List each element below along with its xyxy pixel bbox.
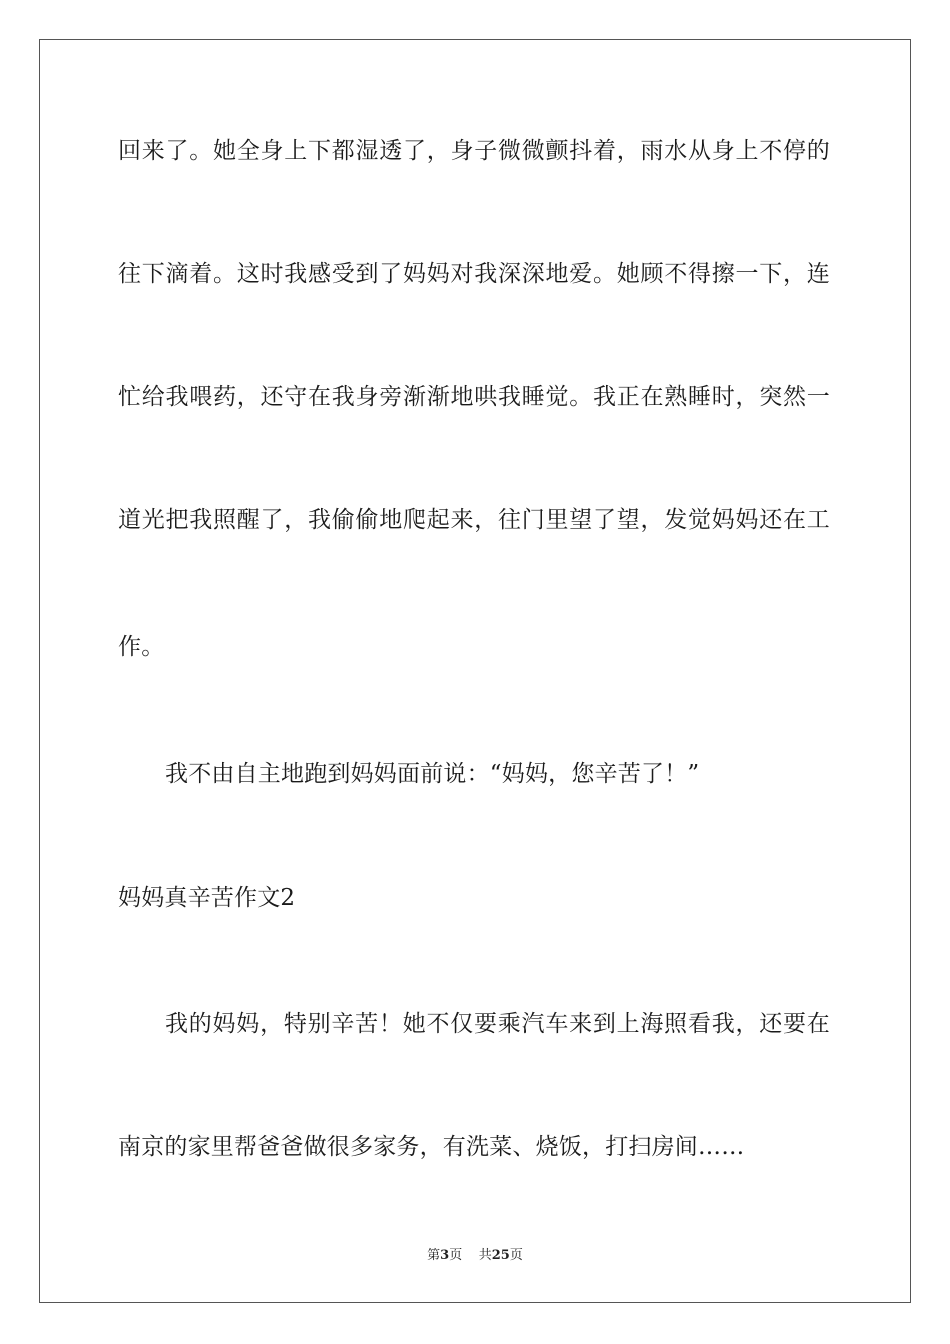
body-line-5: 作。 bbox=[118, 634, 165, 660]
footer-page-prefix: 第 bbox=[427, 1248, 441, 1263]
footer-total-prefix: 共 bbox=[478, 1248, 492, 1263]
footer-total-pages: 25 bbox=[491, 1248, 510, 1263]
page-footer bbox=[0, 1248, 950, 1264]
body-line-2: 往下滴着。这时我感受到了妈妈对我深深地爱。她顾不得擦一下，连 bbox=[118, 261, 830, 287]
footer-page-suffix: 页 bbox=[449, 1248, 463, 1263]
section-heading: 妈妈真辛苦作文2 bbox=[118, 885, 296, 911]
body-line-1: 回来了。她全身上下都湿透了，身子微微颤抖着，雨水从身上不停的 bbox=[118, 138, 830, 164]
paragraph-quote: 我不由自主地跑到妈妈面前说：“妈妈，您辛苦了！” bbox=[165, 761, 700, 787]
paragraph-2-line-2: 南京的家里帮爸爸做很多家务，有洗菜、烧饭，打扫房间…… bbox=[118, 1134, 745, 1160]
paragraph-2-line-1: 我的妈妈，特别辛苦！她不仅要乘汽车来到上海照看我，还要在 bbox=[165, 1011, 830, 1037]
body-line-3: 忙给我喂药，还守在我身旁渐渐地哄我睡觉。我正在熟睡时，突然一 bbox=[118, 384, 830, 410]
page-border bbox=[39, 39, 911, 1303]
footer-total-suffix: 页 bbox=[509, 1248, 523, 1263]
body-line-4: 道光把我照醒了，我偷偷地爬起来，往门里望了望，发觉妈妈还在工 bbox=[118, 507, 830, 533]
footer-page-number: 3 bbox=[440, 1248, 450, 1263]
